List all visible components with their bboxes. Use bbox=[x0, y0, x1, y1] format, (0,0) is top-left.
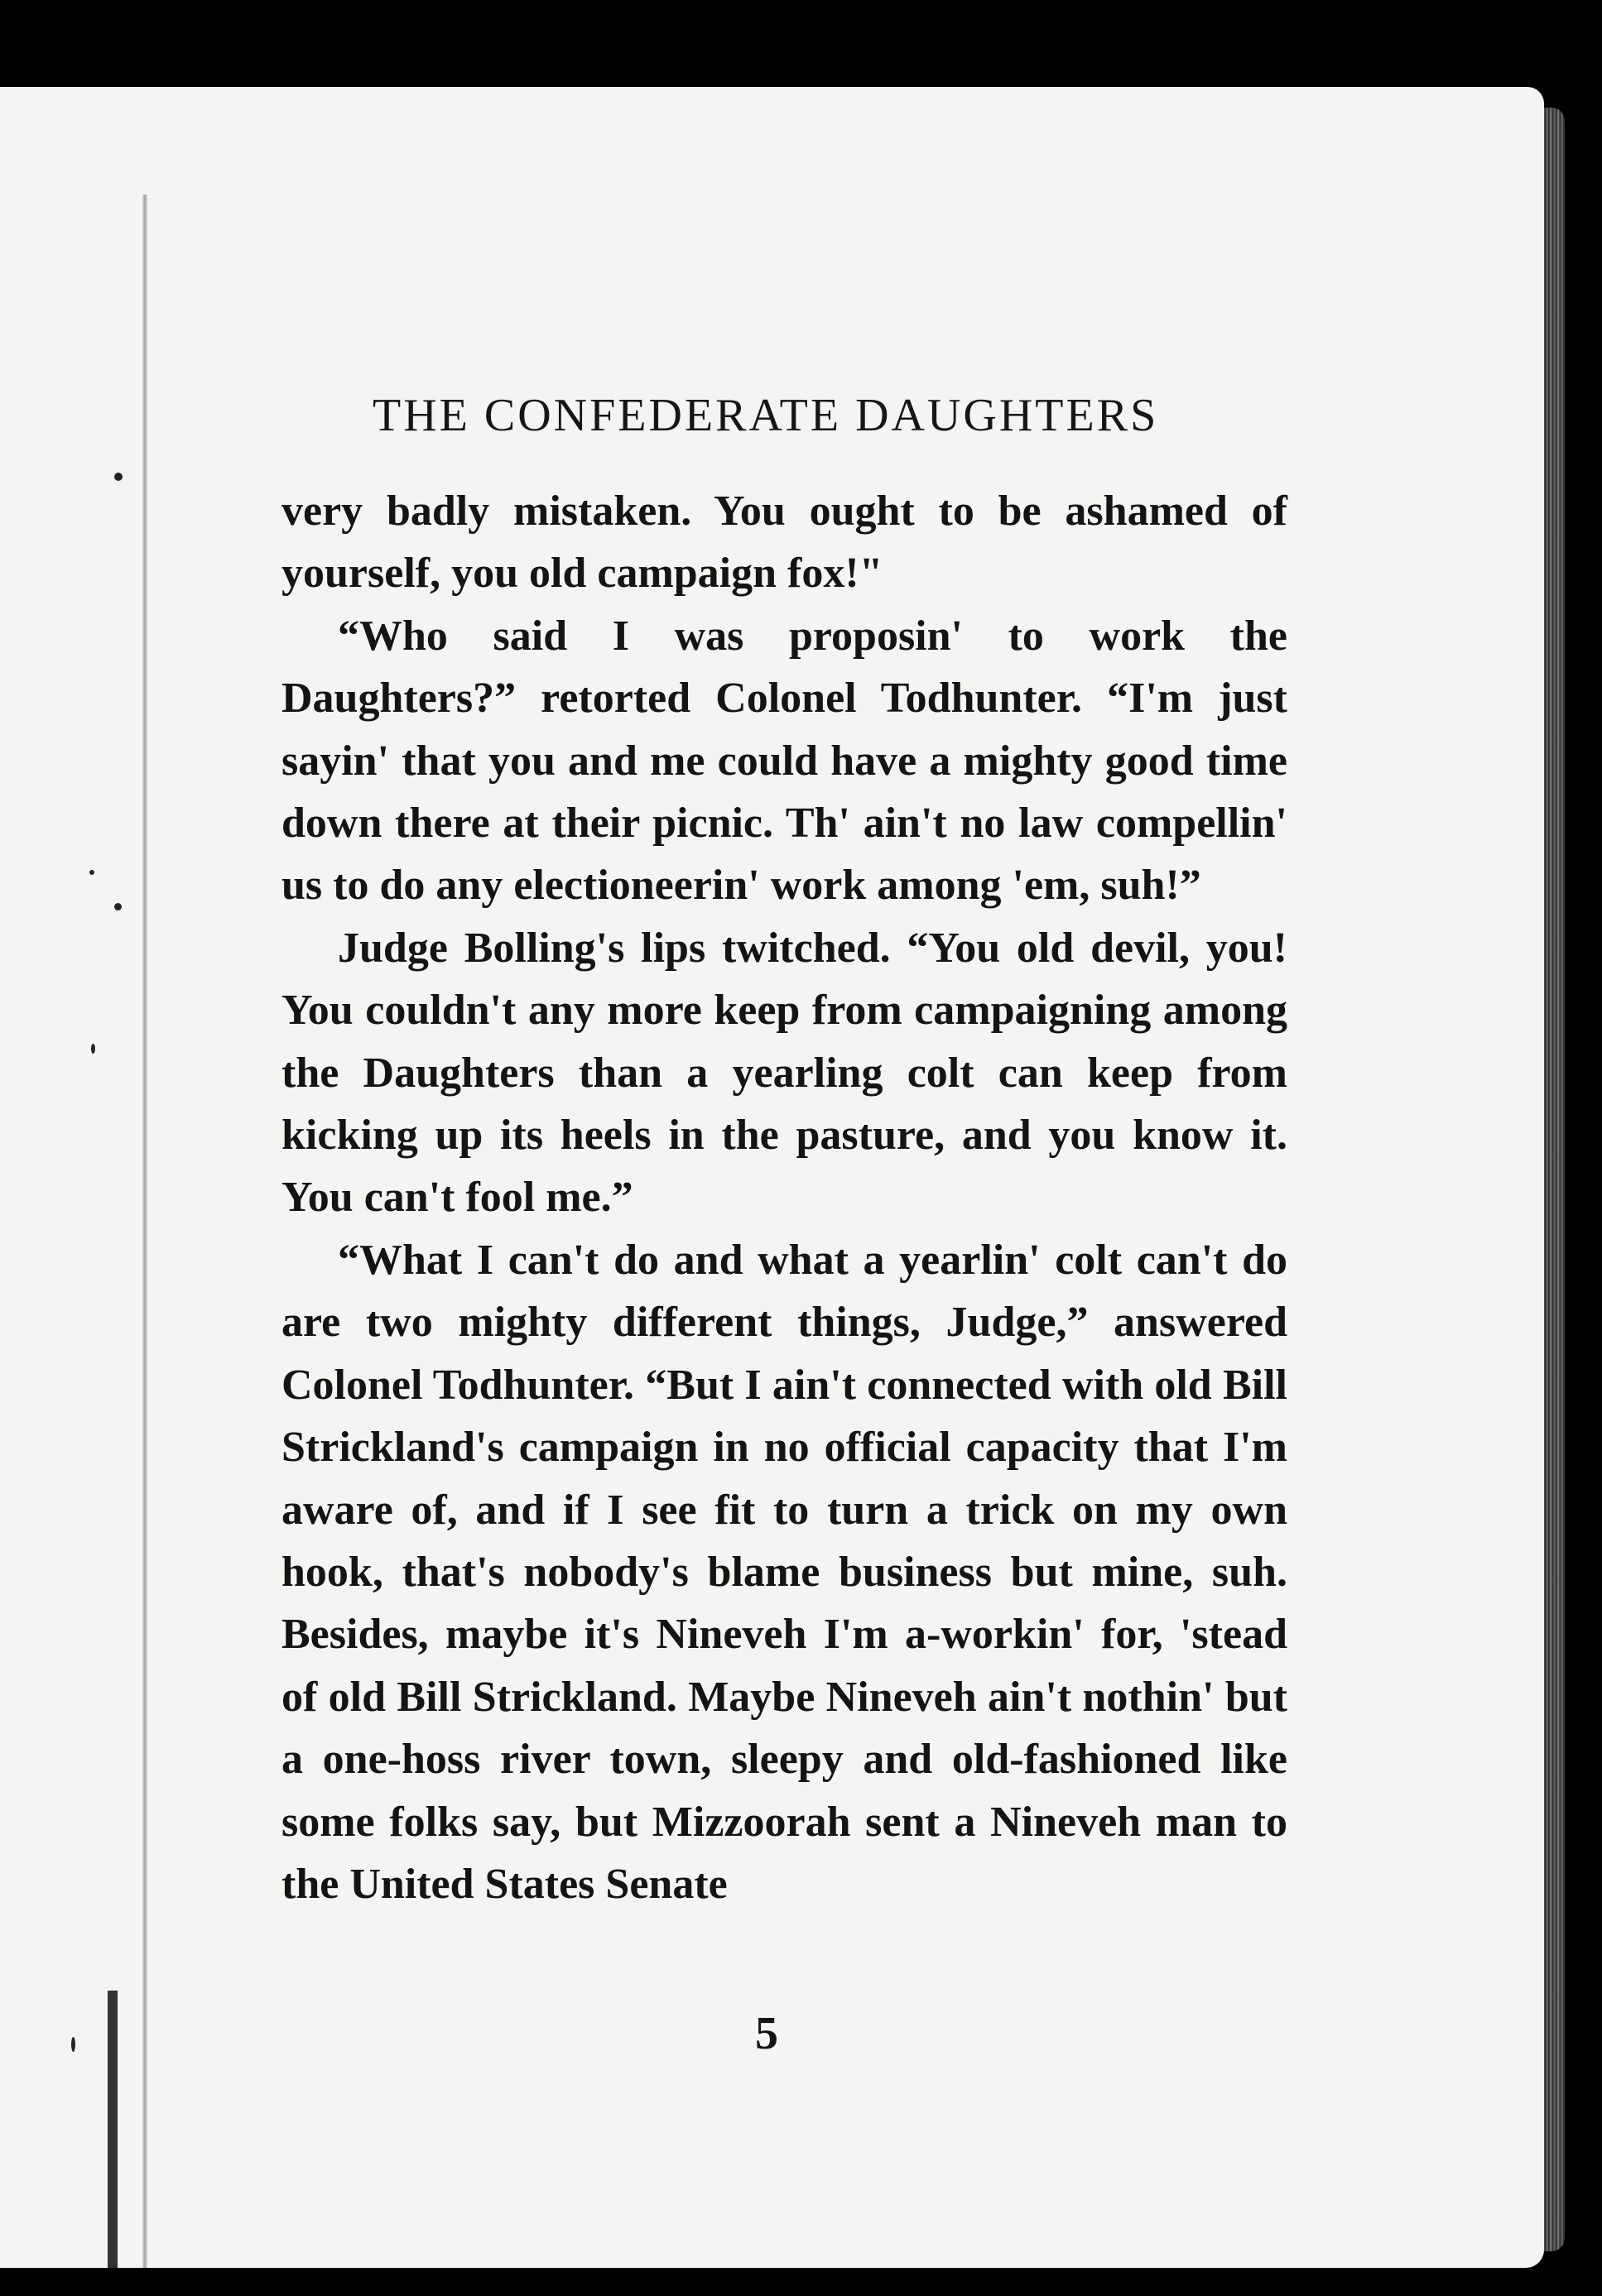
body-text bbox=[281, 480, 1287, 1915]
running-header: THE CONFEDERATE DAUGHTERS bbox=[373, 390, 1159, 441]
paragraph: “What I can't do and what a yearlin' colt can't do are two mighty different things, Judge,” answered Colonel Todhunter. “But I ain't connected with old Bill Strickland's campaign in no official capacity that I'm aware of, and if I see fit to turn a trick on my own hook, that's nobody's blame business but mine, suh. Besides, maybe it's Nineveh I'm a-workin' for, 'stead of old Bill Strickland. Maybe Nineveh ain't nothin' but a one-hoss river town, sleepy and old-fashioned like some folks say, but Mizzoorah sent a Nineveh man to the United States Senate bbox=[281, 1236, 1287, 1908]
scan-speck bbox=[91, 1044, 95, 1054]
book-page bbox=[0, 87, 1544, 2268]
paragraph: “Who said I was proposin' to work the Daughters?” retorted Colonel Todhunter. “I'm just sayin' that you and me could have a mighty good time down there at their picnic. Th' ain't no law compellin' us to do any electioneerin' work among 'em, suh!” bbox=[281, 612, 1287, 910]
page-gutter-line bbox=[142, 195, 147, 2268]
paragraph: Judge Bolling's lips twitched. “You old devil, you! You couldn't any more keep from campaigning among the Daughters than a yearling colt can keep from kicking up its heels in the pasture, and you know it. You can't fool me.” bbox=[281, 924, 1287, 1222]
page-number: 5 bbox=[755, 2008, 778, 2059]
page-gutter-shadow bbox=[108, 1991, 118, 2268]
scan-speck bbox=[114, 903, 122, 910]
scan-speck bbox=[89, 870, 94, 875]
scan-speck bbox=[71, 2037, 75, 2052]
scan-speck bbox=[114, 473, 123, 481]
paragraph-continuation: very badly mistaken. You ought to be ashamed of yourself, you old campaign fox!" bbox=[281, 488, 1287, 598]
